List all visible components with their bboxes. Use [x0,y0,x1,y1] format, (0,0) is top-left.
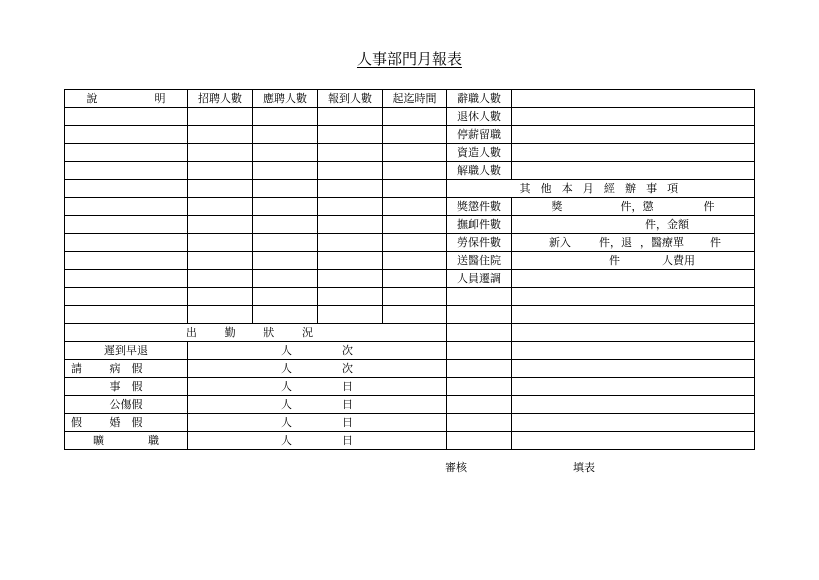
attendance-marriage-label: 假 婚 假 [65,414,188,432]
label-hospital: 送醫住院 [447,252,512,270]
attendance-row-sick [65,360,755,378]
value-pension[interactable] [512,216,755,234]
attendance-absent-value[interactable]: 人 日 [188,432,447,450]
header-description-left: 說 [86,92,98,105]
table-row [65,108,755,126]
footer-fill-label: 填表 [573,461,595,474]
label-unpaid-leave: 停薪留職 [447,126,512,144]
table-row [65,288,755,306]
attendance-row-marriage [65,414,755,432]
label-resignations: 辭職人數 [447,90,512,108]
label-labor-insurance: 勞保件數 [447,234,512,252]
value-labor-insurance[interactable] [512,234,755,252]
leave-label-top: 請 [71,362,82,375]
table-row [65,198,755,216]
labor-text-a: 新入 [549,236,571,249]
table-row [65,126,755,144]
value-resignations[interactable] [512,90,755,108]
other-matters-heading [447,180,755,198]
value-rewards[interactable] [512,198,755,216]
pension-text-a: 件，金額 [645,218,689,231]
other-matters-heading-text: 其 他 本 月 經 辦 事 項 [519,182,682,195]
footer-review-label: 審核 [445,461,467,474]
attendance-row-late [65,342,755,360]
header-row [65,90,755,108]
attendance-marriage-value[interactable]: 人 日 [188,414,447,432]
label-severance: 資造人數 [447,144,512,162]
page-title [0,48,819,69]
attendance-personal-value[interactable]: 人 日 [188,378,447,396]
label-rewards: 獎懲件數 [447,198,512,216]
hospital-text-a: 件 [609,254,620,267]
attendance-heading-row [65,324,755,342]
leave-label-bottom: 假 [71,416,82,429]
table-row [65,216,755,234]
rewards-text-c: 件 [703,200,715,213]
value-severance[interactable] [512,144,755,162]
page-title-text: 人事部門月報表 [356,50,462,68]
attendance-heading-text: 出 勤 狀 況 [185,326,326,339]
attendance-heading [65,324,447,342]
table-row [65,162,755,180]
labor-text-b: 件，退 [599,236,632,249]
table-row [65,306,755,324]
attendance-sick-value[interactable]: 人 次 [188,360,447,378]
attendance-personal-label: 事 假 [65,378,188,396]
attendance-late-value[interactable]: 人 次 [188,342,447,360]
header-recruit: 招聘人數 [188,90,253,108]
header-reported: 報到人數 [318,90,383,108]
attendance-injury-label: 公傷假 [65,396,188,414]
hospital-text-b: 人費用 [662,254,695,267]
rewards-text-a: 獎 [551,200,563,213]
monthly-report-form [64,89,755,450]
value-retirements[interactable] [512,108,755,126]
value-dismissals[interactable] [512,162,755,180]
attendance-injury-value[interactable]: 人 日 [188,396,447,414]
header-applicants: 應聘人數 [253,90,318,108]
attendance-absent-label: 曠 職 [65,432,188,450]
value-hospital[interactable] [512,252,755,270]
label-retirements: 退休人數 [447,108,512,126]
table-row [65,144,755,162]
attendance-late-label: 遲到早退 [65,342,188,360]
rewards-text-b: 件，懲 [620,200,654,213]
table-row [65,252,755,270]
attendance-sick-label: 請 病 假 [65,360,188,378]
header-description [65,90,188,108]
value-transfers[interactable] [512,270,755,288]
label-dismissals: 解職人數 [447,162,512,180]
table-row [65,234,755,252]
attendance-row-personal [65,378,755,396]
labor-text-c: ，醫療單 [640,236,684,249]
labor-text-d: 件 [710,236,721,249]
table-row [65,270,755,288]
attendance-row-absent [65,432,755,450]
attendance-row-injury [65,396,755,414]
label-pension: 撫卹件數 [447,216,512,234]
header-period: 起迄時間 [383,90,447,108]
label-transfers: 人員遷調 [447,270,512,288]
table-row [65,180,755,198]
header-description-right: 明 [154,92,166,105]
value-unpaid-leave[interactable] [512,126,755,144]
